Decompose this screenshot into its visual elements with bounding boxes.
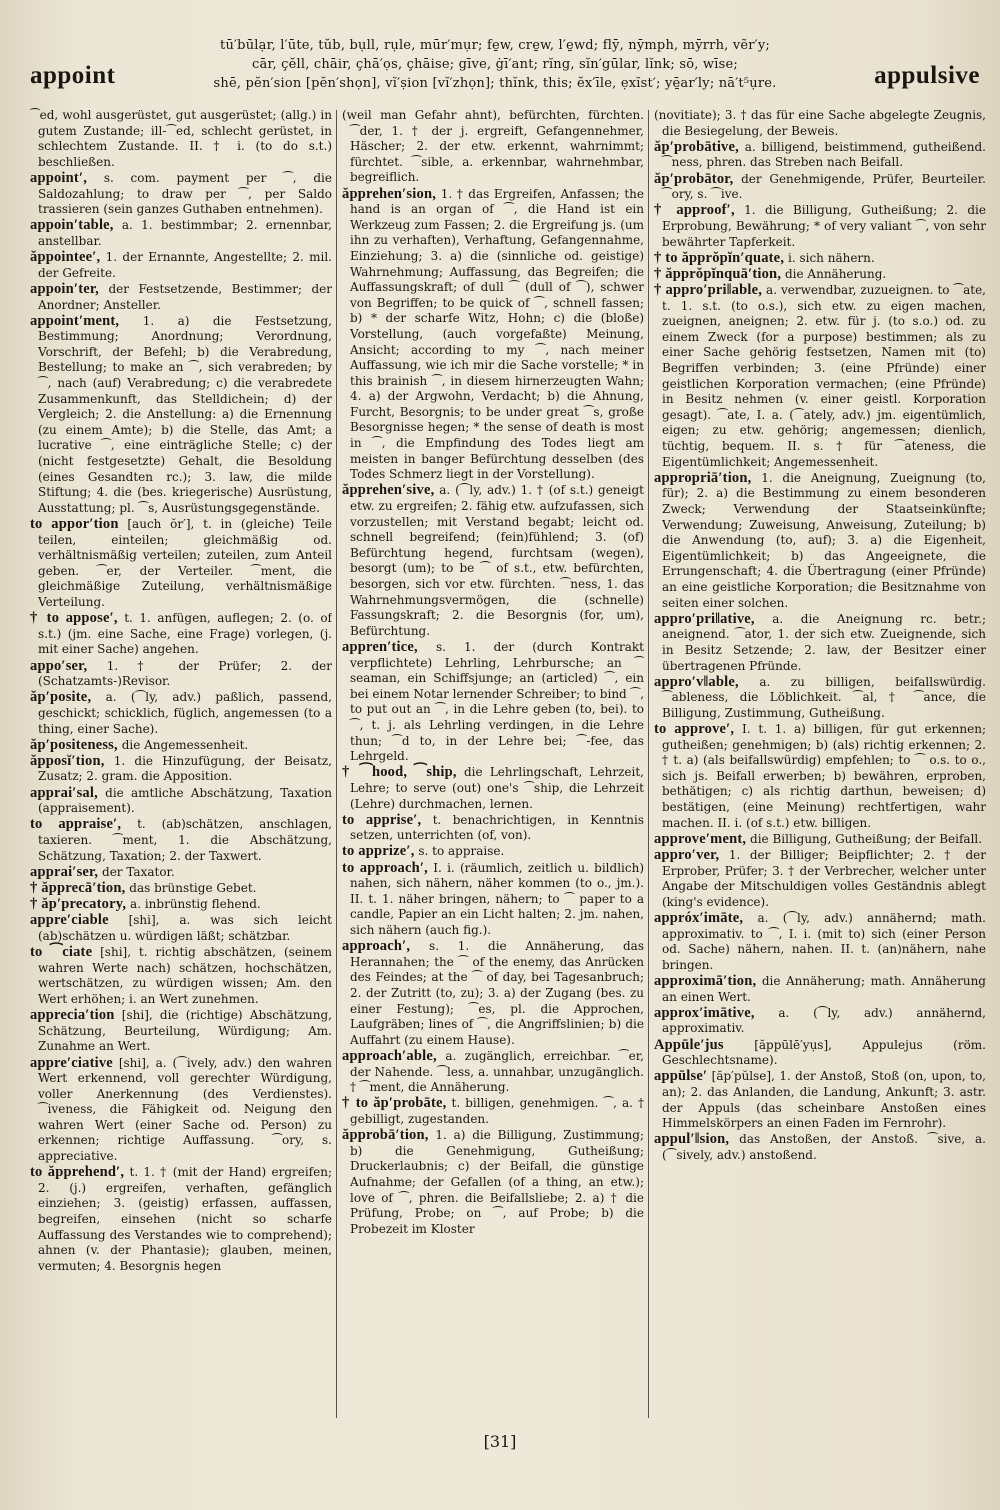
entry-headword: appro′v‖able,: [654, 673, 739, 690]
dictionary-entry: [30, 817, 332, 864]
entry-definition: a. 1. bestimmbar; 2. ernennbar, anstellbar.: [38, 218, 332, 248]
entry-definition: a. zugänglich, erreichbar. ⁀er, der Nahende. ⁀less, a. unnahbar, unzugänglich. † ⁀ment, die Annäherung.: [350, 1048, 644, 1095]
dictionary-entry: [342, 187, 644, 483]
entry-definition: [auch ŏr′], t. in (gleiche) Teile teilen, einteilen; gleichmäßig od. verhältnismäßig verteilen; zuteilen, zum Anteil geben. ⁀er, der Verteiler. ⁀ment, die gleichmäßige Zuteilung, verhältnismäßige Verteilung.: [38, 517, 332, 609]
entry-definition: 1. † der Prüfer; 2. der (Schatzamts-)Revisor.: [38, 658, 332, 689]
dictionary-entry: [654, 911, 986, 973]
entry-definition: s. to appraise.: [418, 844, 505, 859]
entry-definition: das Anstoßen, der Anstoß. ⁀sive, a. (⁀sively, adv.) anstoßend.: [662, 1132, 986, 1162]
pronunciation-key: [185, 36, 805, 93]
dictionary-entry: [30, 1056, 332, 1165]
entry-headword: to appor′tion: [30, 516, 119, 532]
entry-headword: to ⁀ciate: [30, 944, 93, 961]
entry-definition: 1. die Aneignung, Zueignung (to, für); 2. a) die Bestimmung zu einem besonderen Zweck; Verwendung der Staatseinkünfte; Verwendung; Zuweisung, Anweisung, Zuteilung; b) die Anwendung (to, auf); 3. a) die Eigenheit, Eigentümlichkeit; b) das Angeeignete, die Errungenschaft; 4. die Übertragung (einer Pfründe) an eine geistliche Korporation; die Besitznahme von seiten einer solchen.: [662, 470, 986, 610]
entry-definition: a. inbrünstig flehend.: [130, 897, 261, 912]
entry-headword: to appraise′,: [30, 816, 122, 833]
page-header: [30, 30, 980, 100]
entry-definition: die Angemessenheit.: [121, 737, 249, 752]
dictionary-entry: [654, 1038, 986, 1069]
entry-definition: ⁀ed, wohl ausgerüstet, gut ausgerüstet; (allg.) in gutem Zustande; ill-⁀ed, schlecht gerüstet, in schlechtem Zustande. II. † i. (to do s.t.) beschließen.: [30, 108, 332, 169]
entry-definition: a. (⁀ly, adv.) 1. † (of s.t.) geneigt etw. zu ergreifen; 2. fähig etw. aufzufassen, sich vorzustellen; mit Verstand begabt; leicht od. schnell begreifend; (fein)fühlend; 3. (of) Befürchtung hegend, furchtsam (wegen), besorgt (um); to be ⁀ of s.t., etw. befürchten, besorgen, sich vor etw. fürchten. ⁀ness, 1. das Wahrnehmungsvermögen, die (schnelle) Fassungskraft; 2. die Besorgnis (for, um), Befürchtung.: [350, 483, 644, 638]
dictionary-entry: [654, 1069, 986, 1131]
dictionary-entry: [654, 283, 986, 470]
dictionary-entry: [342, 939, 644, 1048]
dictionary-entry: [654, 722, 986, 831]
entry-headword: † ⁀hood, ⁀ship,: [342, 764, 457, 781]
entry-headword: ăpposĭ′tion,: [30, 752, 105, 769]
dictionary-entry: [30, 786, 332, 817]
entry-definition: I. t. 1. a) billigen, für gut erkennen; gutheißen; genehmigen; b) (als) richtig erkennen; 2. † t. a) (als beifallswürdig) empfehlen; to ⁀ o.s. to o., sich js. Beifall erwerben; b) bewähren, erproben, bethätigen; c) als richtig darthun, beweisen; d) bestätigen, (eine Meinung) rechtfertigen, wahr machen. II. i. (of s.t.) etw. billigen.: [662, 722, 986, 830]
entry-headword: to ăpprehend′,: [30, 1164, 125, 1181]
entry-definition: das brünstige Gebet.: [129, 881, 257, 895]
dictionary-entry: [654, 471, 986, 611]
entry-headword: † appro′pri‖able,: [654, 282, 763, 299]
entry-headword: apprai′sal,: [30, 784, 98, 801]
dictionary-entry: [342, 765, 644, 812]
dictionary-entry: [30, 171, 332, 218]
pronunciation-key-line: tū′bū̇lạr, l′ūte, tŭb, bụll, rụle, mūr′mụr; fe̱w, cre̱w, l′e̱wd; flȳ, nȳmph, mȳrrh, vẽr′y;: [220, 38, 770, 53]
dictionary-entry: [654, 267, 986, 283]
entry-definition: 1. a) die Billigung, Zustimmung; b) die Genehmigung, Gutheißung; Druckerlaubnis; c) der Beifall, die günstige Aufnahme; der Gefallen (of a thing, an etw.); love of ⁀, phren. die Beifallsliebe; 2. a) † die Prüfung, Probe; on ⁀, auf Probe; b) die Probezeit im Kloster: [350, 1128, 644, 1236]
entry-definition: s. 1. der (durch Kontrakt verpflichtete) Lehrling, Lehrbursche; an ⁀ seaman, ein Schiffsjunge; an (articled) ⁀, ein bei einem Notar lernender Schreiber; to bind ⁀, to put out an ⁀, in die Lehre geben (to, bei). to ⁀, t. j. als Lehrling verdingen, in die Lehre thun; ⁀d to, in der Lehre bei; ⁀-fee, das Lehrgeld.: [350, 639, 644, 764]
entry-definition: 1. † das Ergreifen, Anfassen; the hand is an organ of ⁀, die Hand ist ein Werkzeug zum Fassen; 2. die Ergreifung js. (um ihn zu verhaften), Verhaftung, Gefangennahme, Einziehung; 3. a) die (sinnliche od. geistige) Wahrnehmung; Auffassung, das Begreifen; die Auffassungskraft; of dull ⁀ (dull of ⁀), schwer von Begriffen; to be quick of ⁀, schnell fassen; b) * der scharfe Witz, Hohn; c) die (bloße) Vorstellung, (auch vorgefaßte) Meinung, Ansicht; according to my ⁀, nach meiner Auffassung, wie ich mir die Sache vorstelle; * in this brainish ⁀, in diesem hirnerzeugten Wahn; 4. a) der Argwohn, Verdacht; b) die Ahnung, Furcht, Besorgnis; to be under great ⁀s, große Besorgnisse hegen; * the sense of death is most in ⁀, die Empfindung des Todes liegt am meisten in banger Befürchtung desselben (des Todes Schmerz liegt in der Vorstellung).: [350, 186, 644, 482]
dictionary-entry: [30, 945, 332, 1007]
page-number: [31]: [483, 1432, 517, 1451]
entry-headword: appūlse′: [654, 1068, 708, 1085]
entry-headword: appoint′ment,: [30, 312, 120, 329]
dictionary-entry: [654, 832, 986, 848]
dictionary-entry: [342, 1049, 644, 1096]
dictionary-entry: [654, 172, 986, 203]
entry-headword: appren′tice,: [342, 638, 418, 655]
dictionary-entry: [30, 754, 332, 785]
entry-headword: apprai′ser,: [30, 863, 99, 880]
dictionary-entry: [30, 738, 332, 754]
entry-headword: ăp′probātor,: [654, 170, 734, 187]
entry-definition: die Annäherung.: [784, 266, 887, 281]
entry-definition: s. 1. die Annäherung, das Herannahen; the ⁀ of the enemy, das Anrücken des Feindes; at the ⁀ of day, bei Tagesanbruch; 2. der Zutritt (to, zu); 3. a) der Zugang (bes. zu einer Festung); ⁀es, pl. die Approchen, Laufgräben; lines of ⁀, die Angriffslinien; b) die Auffahrt (zu einem Hause).: [350, 939, 644, 1047]
dictionary-entry: [342, 640, 644, 765]
entry-definition: (weil man Gefahr ahnt), befürchten, fürchten. ⁀der, 1. † der j. ergreift, Gefangennehmer, Häscher; 2. der etw. erkennt, wahrnimmt; fürchtet. ⁀sible, a. erkennbar, wahrnehmbar, begreiflich.: [342, 108, 644, 185]
entry-headword: † to appose′,: [30, 610, 118, 627]
entry-definition: die Lehrlingschaft, Lehrzeit, Lehre; to serve (out) one's ⁀ship, die Lehrzeit (Lehre) durchmachen, lernen.: [350, 765, 644, 811]
entry-headword: approach′able,: [342, 1047, 437, 1064]
entry-headword: † to ăp′probāte,: [342, 1095, 447, 1112]
entry-headword: appoin′ter,: [30, 280, 99, 297]
pronunciation-key-line: cār, çĕll, chāir, çhā′ọs, çhāise; gīve, ġī′ant; rĭng, sĭn′gūlar, lĭnk; sō, wīse;: [252, 57, 738, 72]
entry-definition: (novitiate); 3. † das für eine Sache abgelegte Zeugnis, die Besiegelung, der Beweis.: [654, 108, 986, 138]
entry-definition: s. com. payment per ⁀, die Saldozahlung; to draw per ⁀, per Saldo trassieren (sein ganzes Guthaben entnehmen).: [38, 170, 332, 217]
dictionary-entry: [30, 314, 332, 517]
entry-definition: a. billigend, beistimmend, gutheißend. ⁀ness, phren. das Streben nach Beifall.: [662, 139, 986, 170]
entry-headword: ăpprehen′sive,: [342, 482, 435, 499]
entry-definition: a. (⁀ly, adv.) annähernd, approximativ.: [662, 1005, 986, 1036]
entry-definition: I. i. (räumlich, zeitlich u. bildlich) nahen, sich nähern, näher kommen (to o., jm.). II. t. 1. näher bringen, nähern; to ⁀ paper to a candle, Papier an ein Licht halten; 2. jm. nahen, sich nähern (auch fig.).: [350, 860, 644, 938]
dictionary-entry: [30, 218, 332, 249]
dictionary-entry: [654, 1132, 986, 1163]
entry-headword: appoin′table,: [30, 217, 114, 234]
entry-headword: appoint′,: [30, 169, 88, 186]
dictionary-entry: [342, 1096, 644, 1127]
entry-headword: apprecia′tion: [30, 1007, 115, 1024]
dictionary-entry: [654, 140, 986, 171]
dictionary-entry: [30, 659, 332, 690]
entry-headword: appro′pri‖ative,: [654, 610, 755, 627]
entry-headword: approximā′tion,: [654, 972, 757, 989]
dictionary-entry: [30, 1165, 332, 1274]
entry-definition: [ăppūlē′yụs], Appulejus (röm. Geschlechtsname).: [662, 1037, 986, 1068]
dictionary-entry: [30, 108, 332, 170]
entry-definition: 1. der Billiger; Beipflichter; 2. † der Erprober, Prüfer; 3. † der Verbrecher, welcher unter Angabe der Mitschuldigen volles Geständnis ablegt (king's evidence).: [662, 848, 986, 909]
dictionary-entry: [30, 611, 332, 658]
entry-headword: † to ăpprŏpĭn′quate,: [654, 249, 785, 266]
entry-definition: der Genehmigende, Prüfer, Beurteiler. ⁀ory, s. ⁀ive.: [662, 171, 986, 202]
entry-definition: a. (⁀ly, adv.) paßlich, passend, geschickt; schicklich, füglich, angemessen (to a thing, einer Sache).: [38, 690, 332, 736]
entry-headword: † approof′,: [654, 202, 735, 219]
entry-headword: appo′ser,: [30, 657, 88, 674]
dictionary-entry: [654, 203, 986, 250]
entry-definition: die Billigung, Gutheißung; der Beifall.: [750, 831, 983, 846]
dictionary-entry: [654, 974, 986, 1005]
entry-headword: ăpprehen′sion,: [342, 185, 437, 202]
dictionary-entry: [654, 108, 986, 139]
entry-definition: der Taxator.: [102, 864, 175, 879]
entry-headword: † ăpprecā′tion,: [30, 880, 126, 896]
dictionary-entry: [30, 517, 332, 611]
dictionary-entry: [654, 1006, 986, 1037]
entry-definition: [shi], t. richtig abschätzen, (seinem wahren Werte nach) schätzen, hochschätzen, wertschätzen, zu würdigen wissen; Am. den Wert erhöhen; i. an Wert zunehmen.: [38, 945, 332, 1006]
entry-definition: a. (⁀ly, adv.) annähernd; math. approximativ. to ⁀, I. i. (mit to) sich (einer Person od. Sache) nähern, nahen. II. t. (an)nähern, nahe bringen.: [662, 911, 986, 972]
pronunciation-key-line: shē, pĕn′sion [pĕn′shọn], vĭ′ṣion [vĭ′zhọn]; thĭnk, this; ĕx′īle, ẹxĭst′; yē̱ar′ly; nā′t⁵ụre.: [213, 76, 777, 91]
entry-definition: 1. a) die Festsetzung, Bestimmung; Anordnung; Verordnung, Vorschrift, der Befehl; b) die Verabredung, Bestellung; to make an ⁀, sich verabreden; by ⁀, nach (auf) Verabredung; c) die verabredete Zusammenkunft, das Stelldichein; d) der Vergleich; 2. die Anstellung: a) die Ernennung (zu einem Amte); b) die Stelle, das Amt; a lucrative ⁀, eine einträgliche Stelle; c) der (nicht festgesetzte) Gehalt, die Besoldung (eines Gesandten rc.); 3. law, die milde Stiftung; 4. die (bes. kriegerische) Ausrüstung, Ausstattung; pl. ⁀s, Ausrüstungsgegenstände.: [38, 313, 332, 515]
entry-definition: t. 1. anfügen, auflegen; 2. (o. of s.t.) (jm. eine Sache, eine Frage) vorlegen, (j. mit einer Sache) angehen.: [38, 611, 332, 657]
dictionary-entry: [342, 108, 644, 186]
entry-definition: t. billigen, genehmigen. ⁀, a. † gebilligt, zugestanden.: [350, 1096, 644, 1126]
entry-headword: approve′ment,: [654, 830, 747, 847]
entry-headword: ăp′positeness,: [30, 736, 118, 753]
entry-definition: a. die Aneignung rc. betr.; aneignend. ⁀ator, 1. der sich etw. Zueignende, sich in Besitz Setzende; 2. law, der Besitzer einer übertragenen Pfründe.: [662, 611, 986, 673]
dictionary-entry: [654, 612, 986, 674]
entry-headword: approach′,: [342, 938, 411, 955]
entry-headword: † ăp′precatory,: [30, 896, 127, 913]
entry-headword: ăppointee′,: [30, 249, 101, 266]
dictionary-entry: [30, 881, 332, 897]
entry-definition: a. verwendbar, zuzueignen. to ⁀ate, t. 1. s.t. (to o.s.), sich etw. zu eigen machen, zueignen, aneignen; 2. etw. für j. (to s.o.) od. zu einem Zweck (for a purpose) bestimmen; als zu einer Sache gehörig festsetzen, Namen mit (to) Begriffen verbinden; 3. (eine Pfründe) einer geistlichen Korporation vermachen; (eine Pfründe) in Besitz nehmen (v. einer geistl. Korporation gesagt). ⁀ate, I. a. (⁀ately, adv.) jm. eigentümlich, eigen; zu etw. gehörig; angemessen; dienlich, tüchtig, bequem. II. s. † für ⁀ateness, die Eigentümlichkeit; Angemessenheit.: [662, 283, 986, 469]
dictionary-entry: [342, 861, 644, 939]
column-1: [30, 108, 332, 1420]
column-3: [654, 108, 986, 1420]
entry-headword: to apprise′,: [342, 811, 422, 828]
entry-definition: 1. die Hinzufügung, der Beisatz, Zusatz; 2. gram. die Apposition.: [38, 753, 332, 784]
entry-definition: der Festsetzende, Bestimmer; der Anordner; Ansteller.: [38, 281, 332, 312]
entry-headword: appróx′imāte,: [654, 910, 744, 926]
dictionary-entry: [30, 282, 332, 313]
entry-definition: die amtliche Abschätzung, Taxation (appraisement).: [38, 785, 332, 816]
entry-definition: [shi], a. was sich leicht (ab)schätzen u. würdigen läßt; schätzbar.: [38, 913, 332, 943]
dictionary-entry: [342, 483, 644, 639]
dictionary-entry: [342, 1128, 644, 1237]
entry-definition: [shi], a. (⁀ively, adv.) den wahren Wert erkennend, voll gerechter Würdigung, voller Anerkennung (des Verdienstes). ⁀iveness, die Fähigkeit od. Neigung den wahren Wert (einer Sache od. Person) zu erkennen; richtige Auffassung. ⁀ory, s. appreciative.: [38, 1055, 332, 1164]
entry-headword: ăp′posite,: [30, 689, 92, 706]
entry-headword: † ăpprŏpĭnquā′tion,: [654, 265, 782, 282]
entry-headword: to approve′,: [654, 721, 735, 738]
entry-definition: [ăp′pŭlse], 1. der Anstoß, Stoß (on, upon, to, an); 2. das Anlanden, die Landung, Ankunft; 3. astr. der Appuls (das scheinbare Anstoßen eines Himmelskörpers an einen Faden im Fernrohr).: [662, 1069, 986, 1131]
dictionary-entry: [30, 250, 332, 281]
dictionary-entry: [654, 848, 986, 910]
entry-headword: Appūle′jus: [654, 1036, 724, 1053]
entry-definition: [shi], die (richtige) Abschätzung, Schätzung, Beurteilung, Würdigung; Am. Zunahme an Wert.: [38, 1008, 332, 1054]
entry-definition: t. benachrichtigen, in Kenntnis setzen, unterrichten (of, von).: [350, 812, 644, 843]
column-2: [342, 108, 644, 1420]
entry-definition: die Annäherung; math. Annäherung an einen Wert.: [662, 973, 986, 1004]
dictionary-entry: [654, 675, 986, 722]
dictionary-entry: [30, 865, 332, 881]
entry-headword: appro′ver,: [654, 847, 720, 864]
entry-headword: appropriā′tion,: [654, 469, 752, 486]
entry-definition: t. (ab)schätzen, anschlagen, taxieren. ⁀ment, 1. die Abschätzung, Schätzung, Taxation; 2. der Taxwert.: [38, 817, 332, 863]
dictionary-entry: [30, 1008, 332, 1055]
dictionary-entry: [342, 813, 644, 844]
entry-definition: 1. die Billigung, Gutheißung; 2. die Erprobung, Bewährung; * of very valiant ⁀, von sehr bewährter Tapferkeit.: [662, 203, 986, 249]
entry-definition: i. sich nähern.: [787, 250, 875, 265]
entry-headword: to apprize′,: [342, 843, 415, 860]
dictionary-entry: [30, 913, 332, 944]
entry-columns: [30, 108, 990, 1420]
dictionary-entry: [30, 690, 332, 737]
entry-definition: a. zu billigen, beifallswürdig. ⁀ableness, die Löblichkeit. ⁀al, † ⁀ance, die Billigung, Zustimmung, Gutheißung.: [662, 674, 986, 720]
entry-headword: approx′imātive,: [654, 1004, 755, 1021]
entry-headword: appul′‖sion,: [654, 1131, 730, 1148]
entry-headword: appre′ciable: [30, 912, 109, 929]
left-guide-word: appoint: [30, 62, 116, 89]
entry-headword: ăpprobā′tion,: [342, 1127, 429, 1144]
dictionary-entry: [30, 897, 332, 913]
right-guide-word: appulsive: [874, 62, 980, 89]
dictionary-entry: [342, 844, 644, 860]
dictionary-entry: [654, 251, 986, 267]
entry-headword: ăp′probātive,: [654, 138, 739, 155]
entry-definition: t. 1. † (mit der Hand) ergreifen; 2. (j.) ergreifen, verhaften, gefänglich einziehen; 3. (geistig) erfassen, auffassen, begreifen, einsehen (nicht so scharfe Auffassung des Verstandes wie to comprehend); ahnen (v. der Phantasie); glauben, meinen, vermuten; 4. Besorgnis hegen: [38, 1165, 332, 1273]
entry-headword: to approach′,: [342, 859, 429, 876]
entry-headword: appre′ciative: [30, 1054, 113, 1071]
entry-definition: 1. der Ernannte, Angestellte; 2. mil. der Gefreite.: [38, 250, 332, 280]
